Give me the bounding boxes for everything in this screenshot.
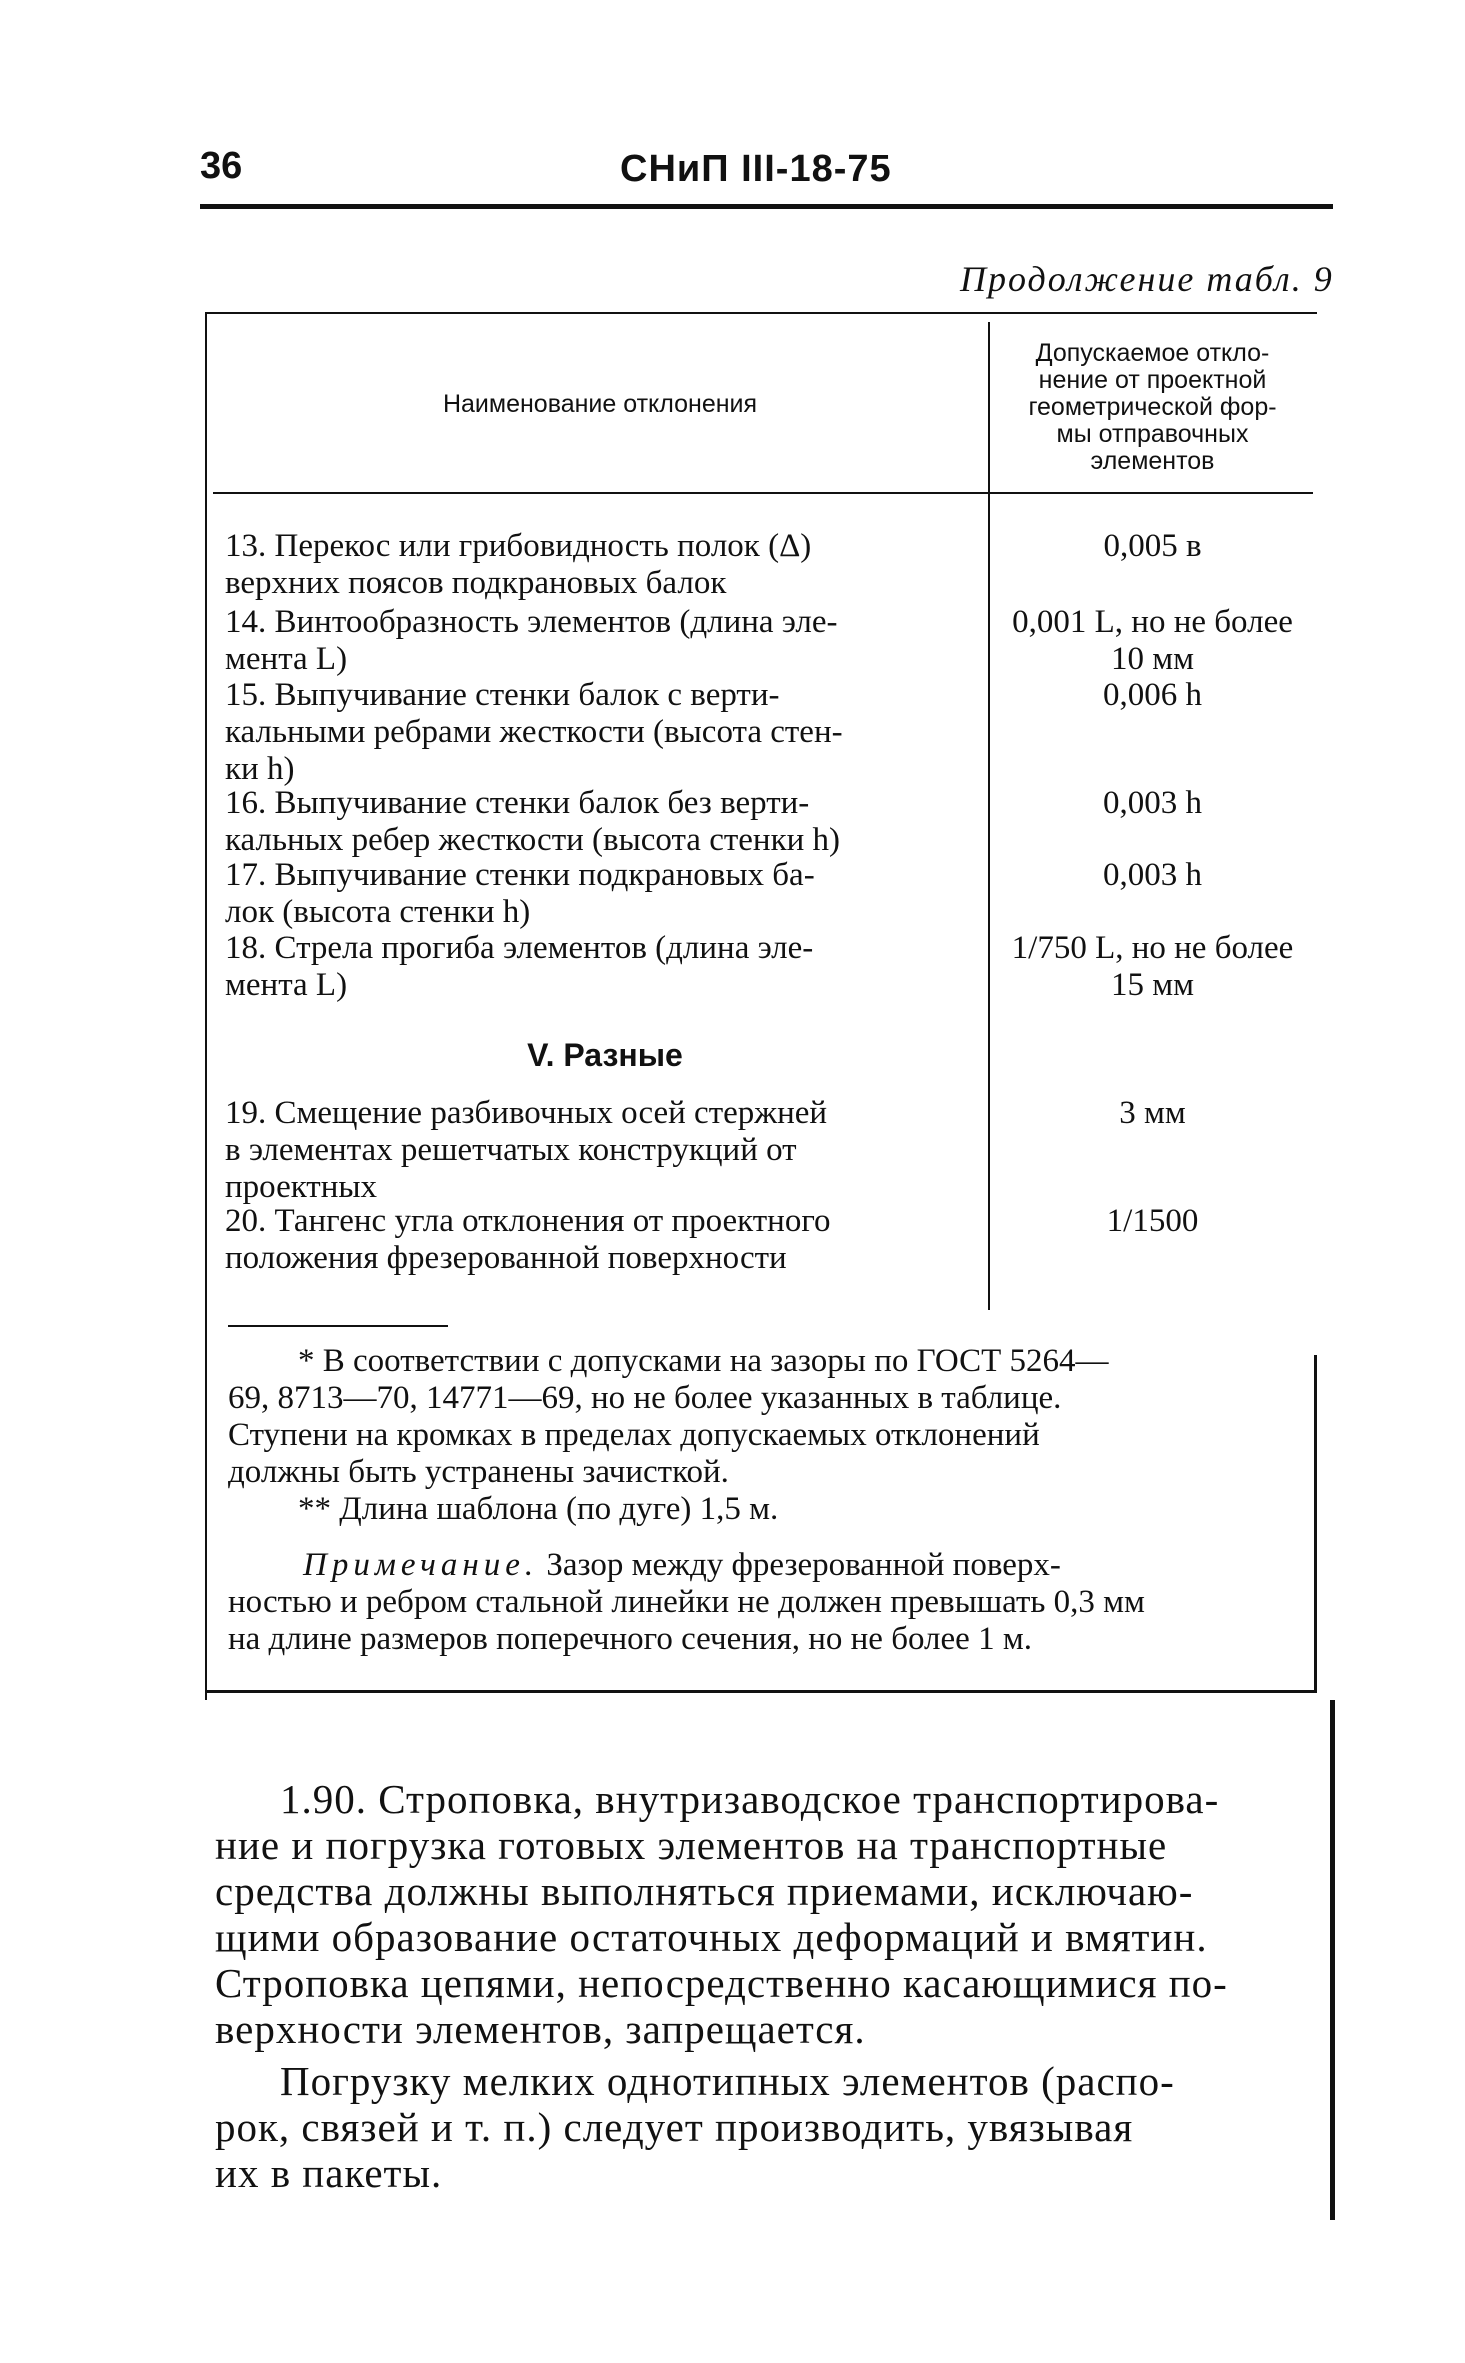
col-header-line: элементов [1090,447,1215,475]
footnote-separator [228,1325,448,1327]
row-value-line: 0,006 h [1103,677,1202,713]
row-line: 14. Винтообразность элементов (длина эле- [225,604,838,640]
header-rule [200,204,1333,209]
table-row-14-value [990,604,1315,678]
table-row-16-name [225,785,985,859]
table-row-20-name [225,1203,985,1277]
row-value-line: 0,005 в [1103,528,1202,564]
row-value-line: 10 мм [1110,641,1194,677]
table-row-19-value [990,1095,1315,1132]
table-row-15-name [225,677,985,788]
table-row-17-name [225,857,985,931]
document-code: СНиП III-18-75 [620,148,892,190]
row-value-line: 3 мм [1119,1095,1186,1131]
footnote-double-star [228,1491,1308,1528]
row-line: 15. Выпучивание стенки балок с верти- [225,677,780,713]
table-row-18-value [990,930,1315,1004]
table-row-18-name [225,930,985,1004]
table-top-rule [205,312,1317,314]
table-row-13-value [990,528,1315,565]
note-text: Зазор между фрезерованной поверх- [546,1547,1061,1583]
row-line: 19. Смещение разбивочных осей стержней [225,1095,828,1131]
footnote-line: * В соответствии с допусками на зазоры по ГОСТ 5264— [298,1343,1109,1379]
paragraph-line: средства должны выполняться приемами, исключаю- [215,1868,1194,1914]
footnote-line: 69, 8713—70, 14771—69, но не более указанных в таблице. [228,1380,1062,1416]
note-line: на длине размеров поперечного сечения, но не более 1 м. [228,1621,1032,1657]
row-line: верхних поясов подкрановых балок [225,565,727,601]
table-row-13-name [225,528,985,602]
table-continuation-caption: Продолжение табл. 9 [960,259,1334,299]
row-line: 20. Тангенс угла отклонения от проектного [225,1203,831,1239]
row-line: 18. Стрела прогиба элементов (длина эле- [225,930,814,966]
table-row-14-name [225,604,985,678]
page-number: 36 [200,145,243,187]
paragraph-loading [215,2058,1333,2196]
header-bottom-rule [213,492,1313,494]
row-line: кальных ребер жесткости (высота стенки h) [225,822,841,858]
paragraph-line: щими образование остаточных деформаций и вмятин. [215,1914,1208,1960]
row-value-line: 1/1500 [1106,1203,1199,1239]
footnote-line: ** Длина шаблона (по дуге) 1,5 м. [298,1491,779,1527]
table-row-16-value [990,785,1315,822]
col-header-line: геометрической фор- [1028,393,1277,421]
col-header-line: Допускаемое откло- [1035,339,1270,367]
row-line: 13. Перекос или грибовидность полок (Δ) [225,528,812,564]
column-header-name: Наименование отклонения [442,390,758,418]
table-row-17-value [990,857,1315,894]
paragraph-line: рок, связей и т. п.) следует производить, увязывая [215,2104,1134,2150]
table-row-15-value [990,677,1315,714]
note-label: Примечание. [303,1547,539,1583]
table-left-rule [205,312,207,1700]
row-value-line: 0,003 h [1103,857,1202,893]
table-row-19-name [225,1095,985,1206]
section-title: V. Разные [527,1037,683,1073]
paragraph-line: верхности элементов, запрещается. [215,2006,866,2052]
column-header-tolerance [990,340,1315,475]
footnote-line: Ступени на кромках в пределах допускаемых отклонений [228,1417,1040,1453]
table-note [228,1547,1308,1658]
row-value-line: 1/750 L, но не более [1011,930,1294,966]
row-line: в элементах решетчатых конструкций от [225,1132,797,1168]
col-header-line: нение от проектной [1038,366,1267,394]
paragraph-line: ние и погрузка готовых элементов на транспортные [215,1822,1168,1868]
row-line: лок (высота стенки h) [225,894,531,930]
paragraph-line: Строповка цепями, непосредственно касающимися по- [215,1960,1228,2006]
footnote-line: должны быть устранены зачисткой. [228,1454,729,1490]
page-edge-bar [1330,1700,1335,2220]
row-value-line: 0,003 h [1103,785,1202,821]
row-value-line: 15 мм [1110,967,1194,1003]
row-line: мента L) [225,967,348,1003]
row-line: мента L) [225,641,348,677]
table-bottom-rule [205,1690,1317,1693]
paragraph-line: их в пакеты. [215,2150,443,2196]
row-value-line: 0,001 L, но не более [1012,604,1293,640]
footnote-star [228,1343,1308,1491]
note-line: ностью и ребром стальной линейки не должен превышать 0,3 мм [228,1584,1145,1620]
row-line: проектных [225,1169,378,1205]
note-first-line [228,1547,1308,1584]
col-header-line: мы отправочных [1056,420,1249,448]
table-right-rule [1314,1355,1317,1690]
table-row-20-value [990,1203,1315,1240]
paragraph-1-90 [215,1776,1333,2052]
row-line: положения фрезерованной поверхности [225,1240,787,1276]
row-line: ки h) [225,751,295,787]
row-line: кальными ребрами жесткости (высота стен- [225,714,843,750]
row-line: 16. Выпучивание стенки балок без верти- [225,785,810,821]
paragraph-line: 1.90. Строповка, внутризаводское транспортирова- [280,1776,1220,1822]
row-line: 17. Выпучивание стенки подкрановых ба- [225,857,815,893]
paragraph-line: Погрузку мелких однотипных элементов (распо- [280,2058,1175,2104]
